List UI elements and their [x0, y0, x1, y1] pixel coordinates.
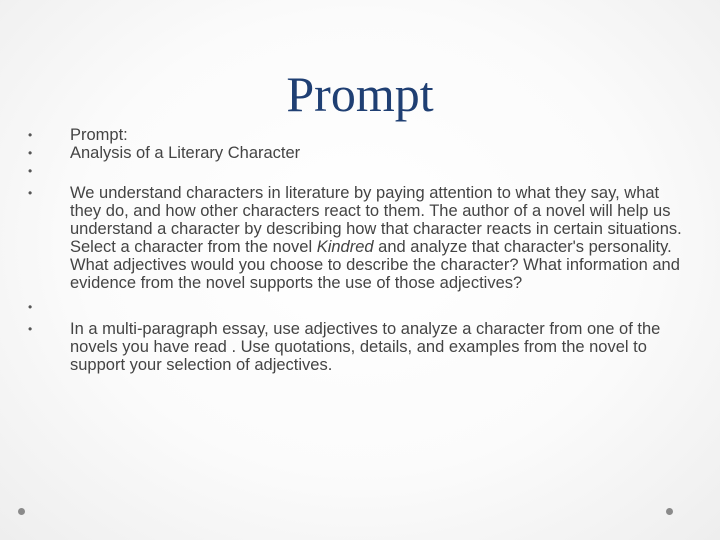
bullet-item: [28, 126, 688, 144]
corner-dot-left: [18, 508, 25, 515]
corner-dot-right: [666, 508, 673, 515]
instructions-text-start: We understand characters in literature by paying attention to what they say, what they do, and how other characters react to them. The author of a novel will help us understand a character by describing how that character reacts in certain situations. Select a character from the novel: [70, 184, 682, 256]
bullet-item: [28, 144, 688, 162]
bullet-item: [28, 320, 688, 374]
empty-bullet-item: [28, 162, 688, 180]
bullet-icon: •: [28, 146, 33, 160]
instructions-paragraph: [70, 184, 682, 292]
instructions-text-end: and analyze that character's personality. What adjectives would you choose to describe the character? What information and evidence from the novel supports the use of those adjectives?: [70, 238, 680, 292]
assignment-subtitle: Analysis of a Literary Character: [70, 144, 301, 162]
prompt-label: Prompt:: [70, 126, 128, 144]
bullet-list: [28, 126, 688, 374]
bullet-icon: •: [28, 164, 33, 178]
bullet-icon: •: [28, 322, 33, 336]
bullet-item: [28, 184, 688, 292]
bullet-icon: •: [28, 300, 33, 314]
bullet-icon: •: [28, 186, 33, 200]
essay-paragraph: In a multi-paragraph essay, use adjectives to analyze a character from one of the novels you have read . Use quotations, details, and examples from the novel to support your selection of adjectives.: [70, 320, 661, 374]
empty-bullet-item: [28, 298, 688, 316]
novel-title: Kindred: [316, 238, 374, 256]
slide-title: Prompt: [286, 66, 434, 122]
bullet-icon: •: [28, 128, 33, 142]
